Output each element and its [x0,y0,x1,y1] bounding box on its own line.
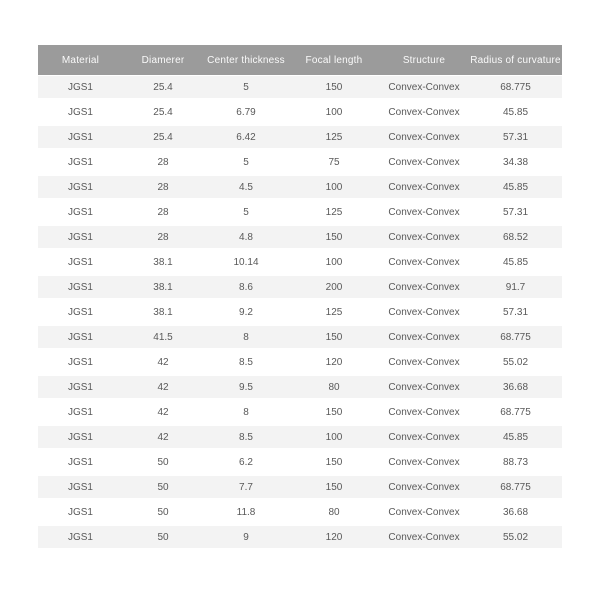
column-header-diameter: Diamerer [141,54,185,66]
table-row [38,301,562,326]
cell-center-thickness: 4.8 [239,231,253,243]
table-row [38,401,562,426]
cell-material: JGS1 [67,106,93,118]
cell-focal-length: 80 [328,506,340,518]
cell-focal-length: 100 [325,431,343,443]
cell-focal-length: 150 [325,81,343,93]
column-header-center-thickness: Center thickness [207,54,285,66]
cell-radius: 57.31 [502,131,529,143]
table-row [38,526,562,551]
cell-center-thickness: 4.5 [239,181,253,193]
cell-focal-length: 100 [325,181,343,193]
cell-center-thickness: 9 [243,531,249,543]
cell-structure: Convex-Convex [388,331,460,343]
cell-focal-length: 125 [325,306,343,318]
cell-center-thickness: 8.5 [239,431,253,443]
column-header-radius-of-curvature: Radius of curvature [470,54,561,66]
cell-material: JGS1 [67,131,93,143]
column-header-structure: Structure [402,54,446,66]
cell-material: JGS1 [67,231,93,243]
cell-diameter: 50 [157,531,169,543]
table-row [38,201,562,226]
table-row [38,351,562,376]
cell-radius: 45.85 [502,106,529,118]
cell-material: JGS1 [67,306,93,318]
table-row [38,451,562,476]
table-body [38,76,562,551]
cell-structure: Convex-Convex [388,131,460,143]
cell-structure: Convex-Convex [388,156,460,168]
cell-material: JGS1 [67,281,93,293]
cell-center-thickness: 8.6 [239,281,253,293]
table-row [38,476,562,501]
cell-material: JGS1 [67,506,93,518]
cell-focal-length: 120 [325,531,343,543]
cell-center-thickness: 6.2 [239,456,253,468]
cell-diameter: 25.4 [153,106,173,118]
cell-material: JGS1 [67,406,93,418]
cell-radius: 45.85 [502,431,529,443]
cell-center-thickness: 5 [243,206,249,218]
cell-radius: 57.31 [502,206,529,218]
cell-radius: 88.73 [502,456,529,468]
cell-material: JGS1 [67,331,93,343]
cell-radius: 68.775 [500,331,531,343]
cell-diameter: 42 [157,406,169,418]
cell-material: JGS1 [67,431,93,443]
cell-diameter: 50 [157,506,169,518]
cell-focal-length: 150 [325,481,343,493]
cell-material: JGS1 [67,456,93,468]
cell-radius: 55.02 [502,356,529,368]
cell-diameter: 42 [157,356,169,368]
cell-material: JGS1 [67,531,93,543]
cell-structure: Convex-Convex [388,481,460,493]
table-header-row [38,45,562,76]
cell-radius: 36.68 [502,381,529,393]
cell-center-thickness: 6.42 [236,131,256,143]
cell-center-thickness: 5 [243,81,249,93]
cell-center-thickness: 8.5 [239,356,253,368]
cell-diameter: 28 [157,156,169,168]
cell-focal-length: 200 [325,281,343,293]
cell-focal-length: 150 [325,331,343,343]
cell-radius: 45.85 [502,256,529,268]
column-header-material: Material [61,54,100,66]
cell-diameter: 38.1 [153,256,173,268]
cell-diameter: 38.1 [153,281,173,293]
table-row [38,251,562,276]
cell-focal-length: 75 [328,156,340,168]
cell-structure: Convex-Convex [388,456,460,468]
cell-material: JGS1 [67,81,93,93]
cell-structure: Convex-Convex [388,231,460,243]
cell-diameter: 50 [157,481,169,493]
table-row [38,76,562,101]
table-row [38,276,562,301]
table-row [38,151,562,176]
cell-center-thickness: 6.79 [236,106,256,118]
cell-material: JGS1 [67,206,93,218]
cell-center-thickness: 11.8 [236,506,256,518]
lens-spec-table [38,45,562,551]
cell-structure: Convex-Convex [388,181,460,193]
cell-structure: Convex-Convex [388,206,460,218]
cell-radius: 34.38 [502,156,529,168]
cell-center-thickness: 9.2 [239,306,253,318]
table-row [38,126,562,151]
cell-structure: Convex-Convex [388,506,460,518]
cell-material: JGS1 [67,481,93,493]
table-row [38,501,562,526]
cell-diameter: 28 [157,206,169,218]
cell-focal-length: 150 [325,406,343,418]
cell-structure: Convex-Convex [388,406,460,418]
cell-diameter: 25.4 [153,131,173,143]
cell-material: JGS1 [67,256,93,268]
cell-focal-length: 125 [325,131,343,143]
cell-diameter: 42 [157,381,169,393]
table-row [38,176,562,201]
cell-structure: Convex-Convex [388,381,460,393]
cell-radius: 68.775 [500,81,531,93]
cell-diameter: 28 [157,231,169,243]
cell-diameter: 28 [157,181,169,193]
cell-focal-length: 125 [325,206,343,218]
cell-material: JGS1 [67,381,93,393]
cell-diameter: 38.1 [153,306,173,318]
cell-radius: 36.68 [502,506,529,518]
cell-structure: Convex-Convex [388,431,460,443]
cell-radius: 68.775 [500,406,531,418]
cell-center-thickness: 5 [243,156,249,168]
cell-focal-length: 100 [325,106,343,118]
table-row [38,426,562,451]
cell-structure: Convex-Convex [388,256,460,268]
cell-radius: 68.52 [502,231,529,243]
table-row [38,226,562,251]
cell-structure: Convex-Convex [388,531,460,543]
table-row [38,326,562,351]
cell-structure: Convex-Convex [388,306,460,318]
table-row [38,101,562,126]
cell-focal-length: 120 [325,356,343,368]
cell-radius: 45.85 [502,181,529,193]
cell-material: JGS1 [67,356,93,368]
cell-center-thickness: 10.14 [233,256,259,268]
cell-material: JGS1 [67,156,93,168]
cell-focal-length: 100 [325,256,343,268]
cell-material: JGS1 [67,181,93,193]
cell-diameter: 42 [157,431,169,443]
cell-center-thickness: 7.7 [239,481,253,493]
cell-radius: 68.775 [500,481,531,493]
column-header-focal-length: Focal length [305,54,363,66]
cell-diameter: 41.5 [153,331,173,343]
cell-structure: Convex-Convex [388,81,460,93]
cell-structure: Convex-Convex [388,281,460,293]
cell-center-thickness: 8 [243,406,249,418]
cell-focal-length: 150 [325,456,343,468]
cell-radius: 57.31 [502,306,529,318]
table-row [38,376,562,401]
cell-diameter: 25.4 [153,81,173,93]
cell-diameter: 50 [157,456,169,468]
cell-focal-length: 150 [325,231,343,243]
cell-structure: Convex-Convex [388,106,460,118]
cell-radius: 55.02 [502,531,529,543]
cell-center-thickness: 9.5 [239,381,253,393]
cell-focal-length: 80 [328,381,340,393]
cell-structure: Convex-Convex [388,356,460,368]
cell-radius: 91.7 [505,281,526,293]
cell-center-thickness: 8 [243,331,249,343]
